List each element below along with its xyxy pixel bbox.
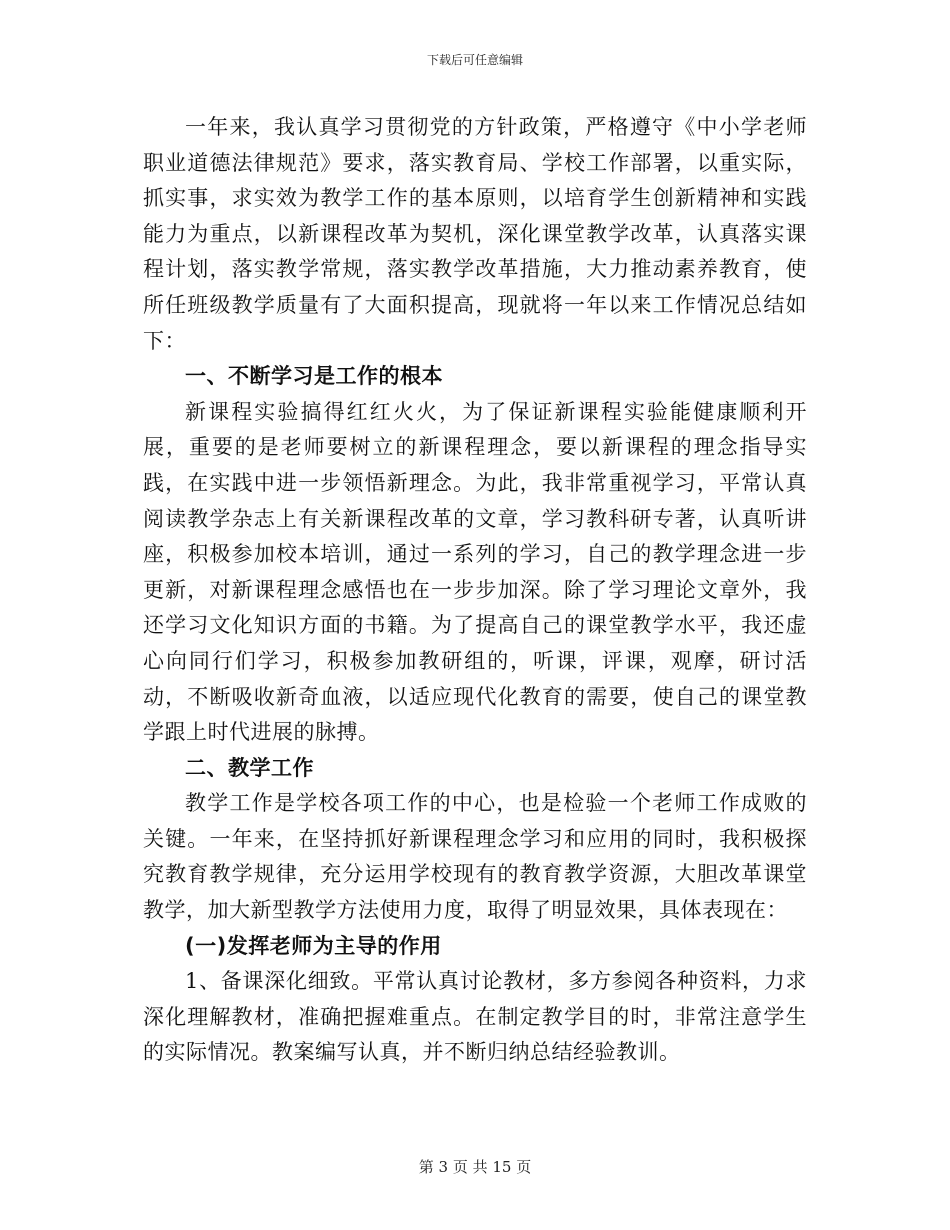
subsection-heading-1: (一)发挥老师为主导的作用 <box>185 933 442 958</box>
section-2-paragraph: 教学工作是学校各项工作的中心，也是检验一个老师工作成败的关键。一年来，在坚持抓好新课程理念学习和应用的同时，我积极探究教育教学规律，充分运用学校现有的教育教学资源，大胆改革课堂教学，加大新型教学方法使用力度，取得了明显效果，具体表现在： <box>143 791 807 923</box>
section-heading-1: 一、不断学习是工作的根本 <box>185 364 443 389</box>
intro-paragraph: 一年来，我认真学习贯彻党的方针政策，严格遵守《中小学老师职业道德法律规范》要求，落实教育局、学校工作部署，以重实际，抓实事，求实效为教学工作的基本原则，以培育学生创新精神和实践能力为重点，以新课程改革为契机，深化课堂教学改革，认真落实课程计划，落实教学常规，落实教学改革措施，大力推动素养教育，使所任班级教学质量有了大面积提高，现就将一年以来工作情况总结如下： <box>143 115 807 353</box>
page-header: 下载后可任意编辑 <box>426 53 523 67</box>
section-1-paragraph: 新课程实验搞得红红火火，为了保证新课程实验能健康顺利开展，重要的是老师要树立的新课程理念，要以新课程的理念指导实践，在实践中进一步领悟新理念。为此，我非常重视学习，平常认真阅读教学杂志上有关新课程改革的文章，学习教科研专著，认真听讲座，积极参加校本培训，通过一系列的学习，自己的教学理念进一步更新，对新课程理念感悟也在一步步加深。除了学习理论文章外，我还学习文化知识方面的书籍。为了提高自己的课堂教学水平，我还虚心向同行们学习，积极参加教研组的，听课，评课，观摩，研讨活动，不断吸收新奇血液，以适应现代化教育的需要，使自己的课堂教学跟上时代进展的脉搏。 <box>143 399 807 745</box>
document-body <box>143 110 807 1071</box>
page-number: 第 3 页 共 15 页 <box>418 1158 532 1176</box>
subsection-1-paragraph: 1、备课深化细致。平常认真讨论教材，多方参阅各种资料，力求深化理解教材，准确把握难重点。在制定教学目的时，非常注意学生的实际情况。教案编写认真，并不断归纳总结经验教训。 <box>143 969 807 1065</box>
section-heading-2: 二、教学工作 <box>185 755 314 780</box>
